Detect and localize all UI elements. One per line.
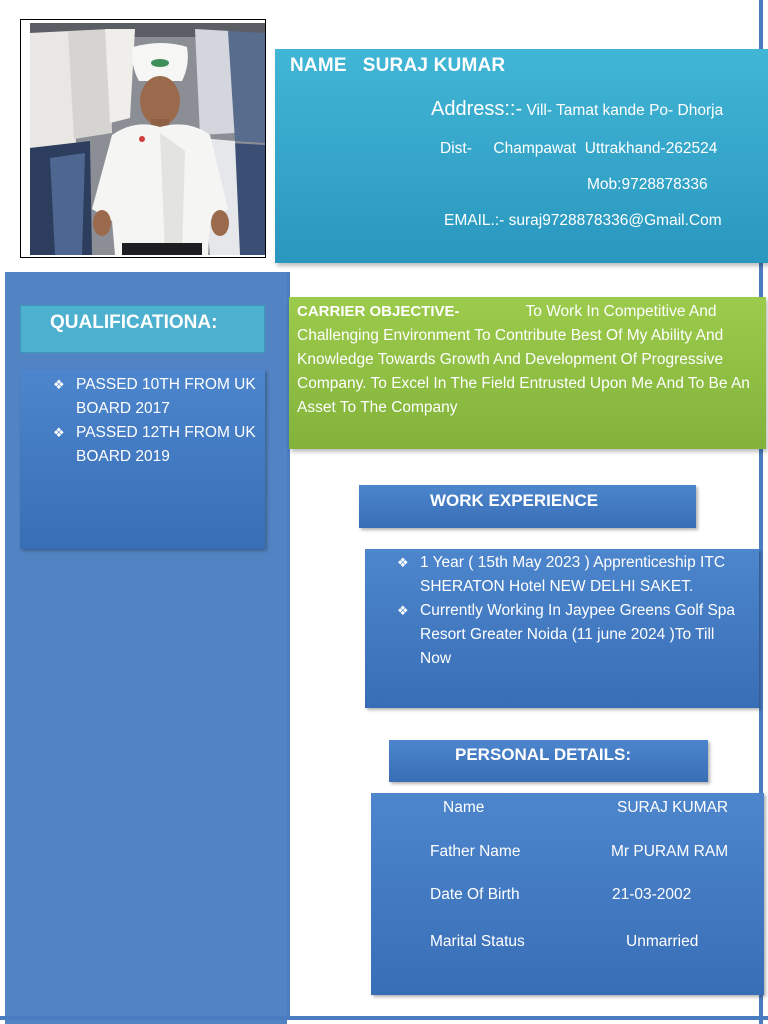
objective-label: CARRIER OBJECTIVE-	[297, 303, 460, 320]
name-value: SURAJ KUMAR	[362, 55, 506, 76]
objective-text	[297, 300, 759, 420]
personal-details-title: PERSONAL DETAILS:	[455, 745, 631, 764]
list-item: ❖ 1 Year ( 15th May 2023 ) Apprenticeship ITC SHERATON Hotel NEW DELHI SAKET.	[397, 551, 749, 599]
work-experience-list	[397, 551, 749, 671]
personal-value-name: SURAJ KUMAR	[617, 799, 729, 816]
qualification-list	[53, 373, 263, 469]
mobile-number: Mob:9728878336	[587, 176, 708, 193]
personal-label-dob: Date Of Birth	[430, 886, 520, 903]
personal-value-marital-status: Unmarried	[626, 933, 699, 950]
diamond-bullet-icon: ❖	[53, 377, 65, 392]
diamond-bullet-icon: ❖	[397, 555, 409, 570]
work-experience-title: WORK EXPERIENCE	[430, 491, 599, 510]
list-item: ❖ Currently Working In Jaypee Greens Golf Spa Resort Greater Noida (11 june 2024 )To Till Now	[397, 599, 749, 671]
diamond-bullet-icon: ❖	[53, 425, 65, 440]
qualification-title: QUALIFICATIONA:	[50, 312, 218, 333]
profile-photo	[30, 23, 265, 255]
list-item: ❖ PASSED 12TH FROM UK BOARD 2019	[53, 421, 263, 469]
personal-label-father-name: Father Name	[430, 843, 521, 860]
personal-value-father-name: Mr PURAM RAM	[611, 843, 729, 860]
email-address: EMAIL.:- suraj9728878336@Gmail.Com	[444, 212, 722, 229]
personal-label-name: Name	[443, 799, 485, 816]
name-label: NAME	[290, 55, 347, 76]
address-value: Vill- Tamat kande Po- Dhorja	[526, 102, 724, 119]
objective-body: To Work In Competitive And Challenging Environment To Contribute Best Of My Ability And Knowledge Towards Growth And Development Of Progressive Company. To Excel In The Field Entrusted Upon Me And To Be An Asset To The Company	[297, 303, 750, 416]
frame-border-bottom	[0, 1016, 768, 1020]
personal-label-marital-status: Marital Status	[430, 933, 525, 950]
list-item: ❖ PASSED 10TH FROM UK BOARD 2017	[53, 373, 263, 421]
chef-portrait-image	[30, 23, 265, 255]
address-line-2: Dist- Champawat Uttrakhand-262524	[440, 140, 718, 157]
address-line-1	[431, 98, 723, 121]
name-heading	[290, 55, 521, 77]
diamond-bullet-icon: ❖	[397, 603, 409, 618]
address-label: Address::-	[431, 98, 523, 120]
personal-value-dob: 21-03-2002	[612, 886, 692, 903]
